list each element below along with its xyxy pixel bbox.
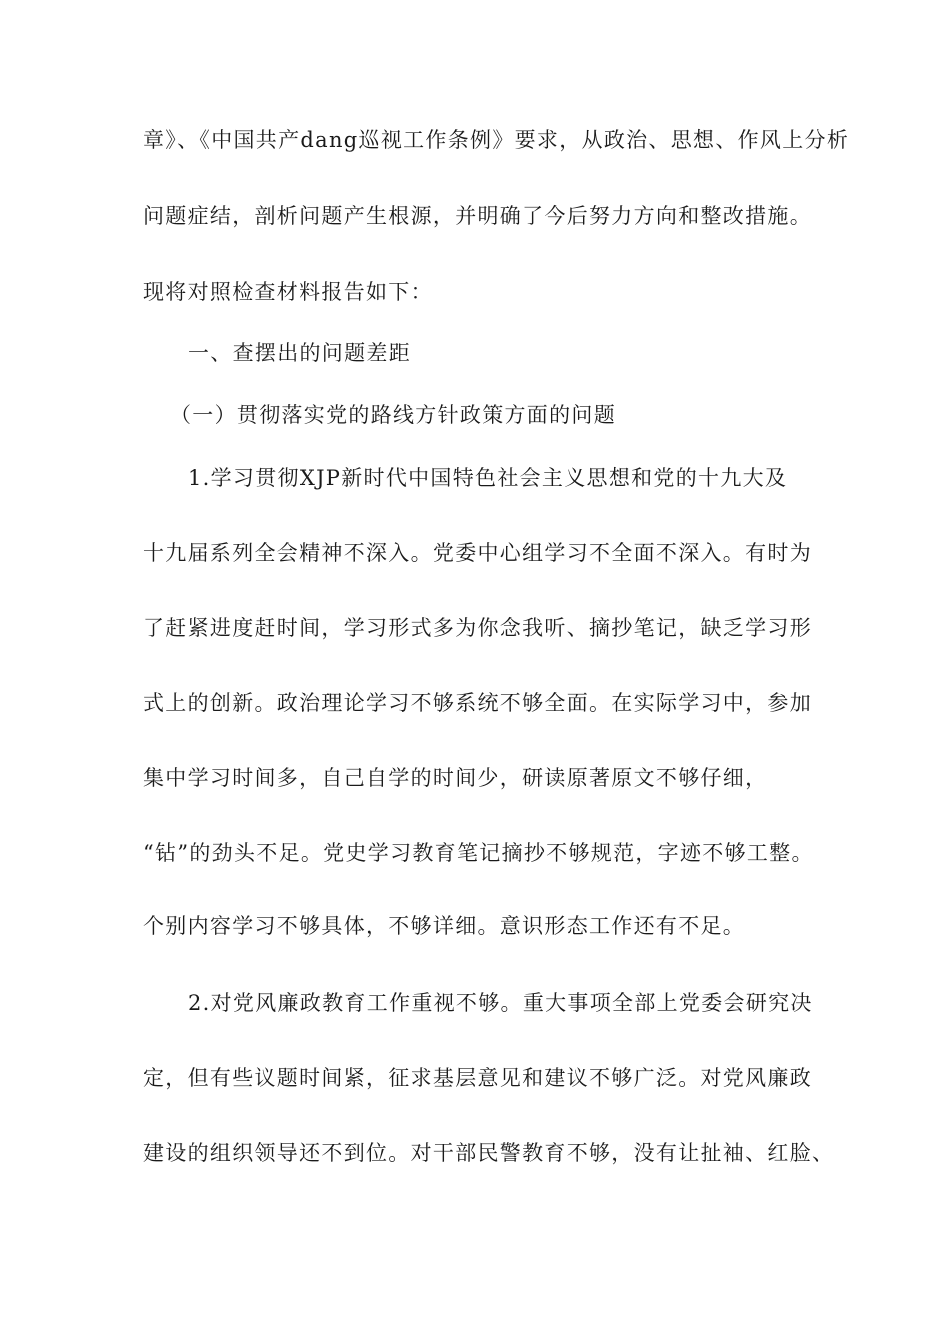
paragraph-line: 2.对党风廉政教育工作重视不够。重大事项全部上党委会研究决 — [188, 991, 813, 1015]
paragraph-line: 集中学习时间多，自己自学的时间少，研读原著原文不够仔细， — [143, 766, 768, 790]
paragraph-line: 定，但有些议题时间紧，征求基层意见和建议不够广泛。对党风廉政 — [143, 1066, 812, 1090]
paragraph-line: 了赶紧进度赶时间，学习形式多为你念我听、摘抄笔记，缺乏学习形 — [143, 616, 812, 640]
paragraph-line: “钻”的劲头不足。党史学习教育笔记摘抄不够规范，字迹不够工整。 — [143, 841, 814, 865]
paragraph-line: 章》、《中国共产dang巡视工作条例》要求，从政治、思想、作风上分析 — [143, 128, 850, 152]
section-heading: 一、查摆出的问题差距 — [188, 341, 411, 365]
paragraph-line: 式上的创新。政治理论学习不够系统不够全面。在实际学习中，参加 — [143, 691, 812, 715]
paragraph-line: 个别内容学习不够具体，不够详细。意识形态工作还有不足。 — [143, 914, 746, 938]
paragraph-line: 十九届系列全会精神不深入。党委中心组学习不全面不深入。有时为 — [143, 541, 812, 565]
paragraph-line: 1.学习贯彻XJP新时代中国特色社会主义思想和党的十九大及 — [188, 466, 788, 490]
paragraph-line: 现将对照检查材料报告如下： — [143, 280, 433, 304]
paragraph-line: 建设的组织领导还不到位。对干部民警教育不够，没有让扯袖、红脸、 — [143, 1141, 835, 1165]
subsection-heading: （一）贯彻落实党的路线方针政策方面的问题 — [170, 403, 616, 427]
paragraph-line: 问题症结，剖析问题产生根源，并明确了今后努力方向和整改措施。 — [143, 204, 812, 228]
